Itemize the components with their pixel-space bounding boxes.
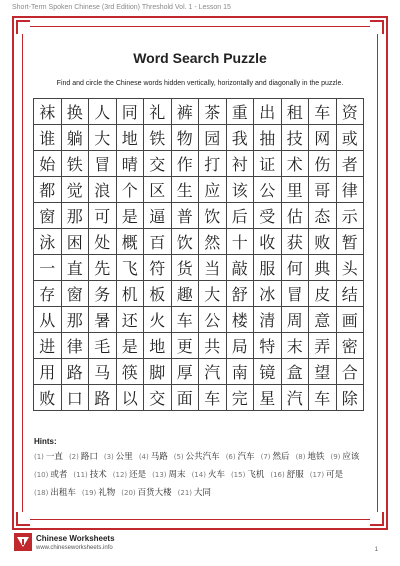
grid-cell[interactable]: 以 [117, 385, 145, 411]
grid-cell[interactable]: 局 [227, 333, 255, 359]
grid-cell[interactable]: 区 [144, 177, 172, 203]
hint-number: (19) [81, 489, 97, 497]
grid-cell[interactable]: 公 [199, 307, 227, 333]
hint-word: 飞机 [247, 470, 265, 480]
hint-word: 公里 [115, 452, 133, 462]
grid-cell[interactable]: 还 [117, 307, 145, 333]
hint-item [73, 466, 106, 484]
grid-cell[interactable]: 舒 [227, 281, 255, 307]
hint-word: 或者 [50, 470, 68, 480]
grid-cell[interactable]: 大 [89, 125, 117, 151]
grid-cell[interactable]: 应 [199, 177, 227, 203]
hint-number: (4) [138, 453, 149, 461]
grid-cell[interactable]: 面 [172, 385, 200, 411]
hint-item [174, 448, 220, 466]
grid-cell[interactable]: 人 [89, 99, 117, 125]
grid-cell[interactable]: 筷 [117, 359, 145, 385]
grid-cell[interactable]: 公 [254, 177, 282, 203]
grid-cell[interactable]: 车 [309, 99, 337, 125]
grid-cell[interactable]: 茶 [199, 99, 227, 125]
grid-cell[interactable]: 意 [309, 307, 337, 333]
grid-cell[interactable]: 密 [337, 333, 365, 359]
hint-item [261, 448, 290, 466]
grid-cell[interactable]: 浪 [89, 177, 117, 203]
grid-cell[interactable]: 袜 [34, 99, 62, 125]
hint-number: (5) [173, 453, 184, 461]
grid-cell[interactable]: 里 [282, 177, 310, 203]
grid-cell[interactable]: 当 [199, 255, 227, 281]
hint-word: 应该 [342, 452, 360, 462]
grid-cell[interactable]: 盒 [282, 359, 310, 385]
grid-cell[interactable]: 汽 [199, 359, 227, 385]
grid-cell[interactable]: 板 [144, 281, 172, 307]
grid-cell[interactable]: 务 [89, 281, 117, 307]
grid-cell[interactable]: 窗 [34, 203, 62, 229]
chinese-worksheets-logo-icon [14, 533, 32, 551]
grid-cell[interactable]: 换 [62, 99, 90, 125]
grid-cell[interactable]: 车 [172, 307, 200, 333]
grid-cell[interactable]: 冒 [282, 281, 310, 307]
grid-cell[interactable]: 先 [89, 255, 117, 281]
hint-number: (17) [309, 471, 325, 479]
grid-cell[interactable]: 物 [172, 125, 200, 151]
frame-corner-ornament [370, 512, 384, 526]
instructions: Find and circle the Chinese words hidden vertically, horizontally and diagonally in the puzzle. [56, 80, 344, 87]
grid-cell[interactable]: 车 [309, 385, 337, 411]
grid-cell[interactable]: 态 [309, 203, 337, 229]
running-head: Short-Term Spoken Chinese (3rd Edition) Threshold Vol. 1 - Lesson 15 [12, 4, 231, 11]
grid-cell[interactable]: 同 [117, 99, 145, 125]
grid-cell[interactable]: 网 [309, 125, 337, 151]
hint-word: 技术 [89, 470, 107, 480]
grid-cell[interactable]: 我 [227, 125, 255, 151]
hint-item [121, 484, 171, 502]
grid-cell[interactable]: 那 [62, 203, 90, 229]
grid-cell[interactable]: 困 [62, 229, 90, 255]
hint-item [69, 448, 98, 466]
grid-cell[interactable]: 完 [227, 385, 255, 411]
hint-item [231, 466, 264, 484]
grid-cell[interactable]: 都 [34, 177, 62, 203]
grid-cell[interactable]: 败 [34, 385, 62, 411]
hint-number: (6) [225, 453, 236, 461]
grid-cell[interactable]: 估 [282, 203, 310, 229]
hint-word: 出租车 [50, 488, 76, 498]
grid-cell[interactable]: 货 [172, 255, 200, 281]
grid-cell[interactable]: 后 [227, 203, 255, 229]
hint-number: (10) [34, 471, 49, 479]
grid-cell[interactable]: 交 [144, 385, 172, 411]
grid-cell[interactable]: 直 [62, 255, 90, 281]
grid-cell[interactable]: 皮 [309, 281, 337, 307]
grid-cell[interactable]: 机 [117, 281, 145, 307]
hint-number: (3) [103, 453, 114, 461]
grid-cell[interactable]: 技 [282, 125, 310, 151]
grid-cell[interactable]: 路 [89, 385, 117, 411]
hint-number: (11) [73, 471, 88, 479]
grid-cell[interactable]: 衬 [227, 151, 255, 177]
grid-cell[interactable]: 出 [254, 99, 282, 125]
grid-cell[interactable]: 饮 [199, 203, 227, 229]
grid-cell[interactable]: 可 [89, 203, 117, 229]
grid-cell[interactable]: 何 [282, 255, 310, 281]
grid-cell[interactable]: 存 [34, 281, 62, 307]
grid-cell[interactable]: 打 [199, 151, 227, 177]
grid-cell[interactable]: 进 [34, 333, 62, 359]
grid-cell[interactable]: 躺 [62, 125, 90, 151]
hint-word: 地铁 [307, 452, 325, 462]
hints-section [34, 436, 368, 502]
hint-number: (21) [177, 489, 193, 497]
grid-cell[interactable]: 十 [227, 229, 255, 255]
grid-cell[interactable]: 示 [337, 203, 365, 229]
grid-cell[interactable]: 个 [117, 177, 145, 203]
hint-number: (14) [191, 471, 206, 479]
hint-item [82, 484, 115, 502]
grid-cell[interactable]: 交 [144, 151, 172, 177]
grid-cell[interactable]: 弄 [309, 333, 337, 359]
grid-cell[interactable]: 地 [144, 333, 172, 359]
grid-cell[interactable]: 一 [34, 255, 62, 281]
grid-cell[interactable]: 结 [337, 281, 365, 307]
grid-cell[interactable]: 共 [199, 333, 227, 359]
grid-cell[interactable]: 觉 [62, 177, 90, 203]
grid-cell[interactable]: 周 [282, 307, 310, 333]
hint-word: 然后 [272, 452, 290, 462]
grid-cell[interactable]: 重 [227, 99, 255, 125]
grid-cell[interactable]: 口 [62, 385, 90, 411]
grid-cell[interactable]: 南 [227, 359, 255, 385]
grid-cell[interactable]: 车 [199, 385, 227, 411]
hint-item [296, 448, 325, 466]
grid-cell[interactable]: 资 [337, 99, 365, 125]
grid-cell[interactable]: 礼 [144, 99, 172, 125]
hint-item [34, 484, 76, 502]
grid-cell[interactable]: 路 [62, 359, 90, 385]
grid-cell[interactable]: 清 [254, 307, 282, 333]
hint-word: 汽车 [237, 452, 255, 462]
grid-cell[interactable]: 窗 [62, 281, 90, 307]
grid-cell[interactable]: 冰 [254, 281, 282, 307]
hint-item [34, 466, 67, 484]
hint-number: (18) [34, 489, 49, 497]
grid-cell[interactable]: 服 [254, 255, 282, 281]
grid-cell[interactable]: 抽 [254, 125, 282, 151]
grid-cell[interactable]: 地 [117, 125, 145, 151]
hint-word: 周末 [168, 470, 186, 480]
grid-cell[interactable]: 租 [282, 99, 310, 125]
grid-cell[interactable]: 末 [282, 333, 310, 359]
grid-cell[interactable]: 或 [337, 125, 365, 151]
grid-cell[interactable]: 除 [337, 385, 365, 411]
frame-corner-ornament [16, 20, 30, 34]
grid-cell[interactable]: 用 [34, 359, 62, 385]
grid-cell[interactable]: 厚 [172, 359, 200, 385]
hint-item [113, 466, 146, 484]
grid-cell[interactable]: 生 [172, 177, 200, 203]
grid-cell[interactable]: 晴 [117, 151, 145, 177]
grid-cell[interactable]: 获 [282, 229, 310, 255]
hint-item [270, 466, 303, 484]
word-search-grid [33, 98, 364, 411]
hint-word: 大同 [194, 488, 212, 498]
hint-word: 路口 [80, 452, 98, 462]
grid-cell[interactable]: 泳 [34, 229, 62, 255]
footer-url[interactable]: www.chineseworksheets.info [36, 545, 113, 551]
hint-word: 礼物 [98, 488, 116, 498]
hint-word: 舒服 [286, 470, 304, 480]
page-number: 1 [374, 547, 378, 553]
grid-cell[interactable]: 处 [89, 229, 117, 255]
hint-item [331, 448, 360, 466]
grid-cell[interactable]: 裤 [172, 99, 200, 125]
grid-cell[interactable]: 星 [254, 385, 282, 411]
hint-word: 公共汽车 [185, 452, 220, 462]
hint-word: 还是 [129, 470, 147, 480]
grid-cell[interactable]: 火 [144, 307, 172, 333]
grid-cell[interactable]: 谁 [34, 125, 62, 151]
hint-item [152, 466, 185, 484]
grid-cell[interactable]: 律 [62, 333, 90, 359]
grid-cell[interactable]: 典 [309, 255, 337, 281]
footer-brand: Chinese Worksheets [36, 534, 115, 543]
hints-list [34, 448, 368, 502]
grid-cell[interactable]: 更 [172, 333, 200, 359]
grid-cell[interactable]: 普 [172, 203, 200, 229]
hint-word: 火车 [207, 470, 225, 480]
grid-cell[interactable]: 画 [337, 307, 365, 333]
hint-number: (2) [68, 453, 79, 461]
grid-cell[interactable]: 那 [62, 307, 90, 333]
hint-item [310, 466, 343, 484]
hint-word: 可是 [326, 470, 344, 480]
grid-cell[interactable]: 证 [254, 151, 282, 177]
grid-cell[interactable]: 暑 [89, 307, 117, 333]
grid-cell[interactable]: 大 [199, 281, 227, 307]
grid-cell[interactable]: 暂 [337, 229, 365, 255]
hint-number: (16) [270, 471, 285, 479]
hint-number: (15) [230, 471, 246, 479]
grid-cell[interactable]: 作 [172, 151, 200, 177]
grid-cell[interactable]: 镜 [254, 359, 282, 385]
grid-cell[interactable]: 逼 [144, 203, 172, 229]
grid-cell[interactable]: 始 [34, 151, 62, 177]
grid-cell[interactable]: 特 [254, 333, 282, 359]
grid-cell[interactable]: 符 [144, 255, 172, 281]
hint-item [34, 448, 63, 466]
frame-corner-ornament [16, 512, 30, 526]
grid-cell[interactable]: 伤 [309, 151, 337, 177]
hint-number: (20) [121, 489, 136, 497]
hint-number: (1) [34, 453, 44, 461]
hint-number: (9) [330, 453, 341, 461]
grid-cell[interactable]: 术 [282, 151, 310, 177]
grid-cell[interactable]: 望 [309, 359, 337, 385]
grid-cell[interactable]: 铁 [144, 125, 172, 151]
grid-cell[interactable]: 飞 [117, 255, 145, 281]
grid-cell[interactable]: 楼 [227, 307, 255, 333]
grid-cell[interactable]: 收 [254, 229, 282, 255]
grid-cell[interactable]: 合 [337, 359, 365, 385]
hint-word: 百货大楼 [137, 488, 172, 498]
grid-cell[interactable]: 百 [144, 229, 172, 255]
hint-item [226, 448, 255, 466]
grid-cell[interactable]: 从 [34, 307, 62, 333]
hint-item [192, 466, 225, 484]
grid-cell[interactable]: 饮 [172, 229, 200, 255]
grid-cell[interactable]: 冒 [89, 151, 117, 177]
grid-cell[interactable]: 是 [117, 333, 145, 359]
grid-cell[interactable]: 然 [199, 229, 227, 255]
page-title: Word Search Puzzle [133, 50, 267, 66]
grid-cell[interactable]: 马 [89, 359, 117, 385]
grid-cell[interactable]: 哥 [309, 177, 337, 203]
hint-item [178, 484, 211, 502]
grid-cell[interactable]: 者 [337, 151, 365, 177]
grid-cell[interactable]: 趣 [172, 281, 200, 307]
frame-corner-ornament [370, 20, 384, 34]
grid-cell[interactable]: 敲 [227, 255, 255, 281]
grid-cell[interactable]: 园 [199, 125, 227, 151]
grid-cell[interactable]: 是 [117, 203, 145, 229]
hint-number: (12) [112, 471, 128, 479]
grid-cell[interactable]: 汽 [282, 385, 310, 411]
grid-cell[interactable]: 律 [337, 177, 365, 203]
grid-cell[interactable]: 铁 [62, 151, 90, 177]
hint-word: 马路 [150, 452, 168, 462]
hint-number: (13) [152, 471, 167, 479]
hint-item [104, 448, 133, 466]
hints-title: Hints: [34, 437, 57, 446]
grid-cell[interactable]: 败 [309, 229, 337, 255]
grid-cell[interactable]: 概 [117, 229, 145, 255]
grid-cell[interactable]: 头 [337, 255, 365, 281]
hint-item [139, 448, 168, 466]
grid-cell[interactable]: 毛 [89, 333, 117, 359]
grid-cell[interactable]: 受 [254, 203, 282, 229]
grid-cell[interactable]: 脚 [144, 359, 172, 385]
hint-word: 一直 [45, 452, 63, 462]
grid-cell[interactable]: 该 [227, 177, 255, 203]
hint-number: (8) [295, 453, 306, 461]
hint-number: (7) [260, 453, 271, 461]
